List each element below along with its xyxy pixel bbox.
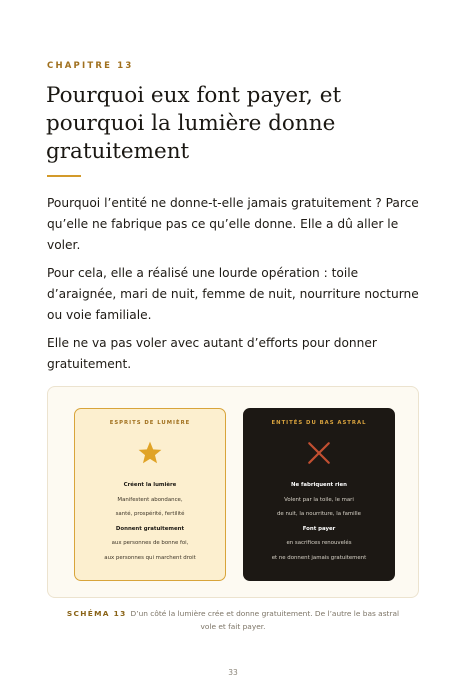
card-line: Créent la lumière (123, 482, 177, 488)
card-line: Manifestent abondance, (117, 496, 183, 503)
card-line: aux personnes qui marchent droit (104, 554, 196, 561)
star-icon (75, 440, 225, 466)
card-line: Ne fabriquent rien (290, 482, 348, 488)
chapter-label: CHAPITRE 13 (47, 61, 134, 71)
diagram-figure (47, 386, 419, 598)
caption-label: SCHÉMA 13 (66, 609, 127, 618)
card-heading: ESPRITS DE LUMIÈRE (109, 420, 191, 426)
cross-icon (244, 440, 394, 466)
body-text (47, 193, 419, 382)
paragraph: Elle ne va pas voler avec autant d’efforts pour donner gratuitement. (47, 336, 377, 371)
card-line: en sacrifices renouvelés (286, 540, 352, 546)
paragraph: Pourquoi l’entité ne donne-t-elle jamais gratuitement ? Parce qu’elle ne fabrique pas ce qu’elle donne. Elle a dû aller le voler. (47, 196, 419, 252)
card-line: Font payer (302, 525, 336, 532)
astral-entities-card (243, 408, 395, 581)
card-line: santé, prospérité, fertilité (115, 511, 185, 517)
light-spirits-card (74, 408, 226, 581)
page-number: 33 (228, 668, 238, 677)
card-heading: ENTITÉS DU BAS ASTRAL (271, 420, 367, 426)
card-line: Volent par la toile, le mari (284, 496, 354, 503)
card-line: et ne donnent jamais gratuitement (271, 554, 367, 561)
figure-caption (60, 607, 406, 633)
caption-text: D’un côté la lumière crée et donne gratuitement. De l’autre le bas astral vole et fait payer. (130, 609, 400, 631)
card-line: Donnent gratuitement (115, 525, 185, 532)
paragraph: Pour cela, elle a réalisé une lourde opération : toile d’araignée, mari de nuit, femme de nuit, nourriture nocturne ou voie familiale. (47, 266, 419, 322)
chapter-title: Pourquoi eux font payer, et pourquoi la lumière donne gratuitement (46, 83, 342, 164)
title-divider (47, 175, 81, 177)
card-line: aux personnes de bonne foi, (111, 540, 189, 546)
card-line: de nuit, la nourriture, la famille (277, 511, 361, 517)
